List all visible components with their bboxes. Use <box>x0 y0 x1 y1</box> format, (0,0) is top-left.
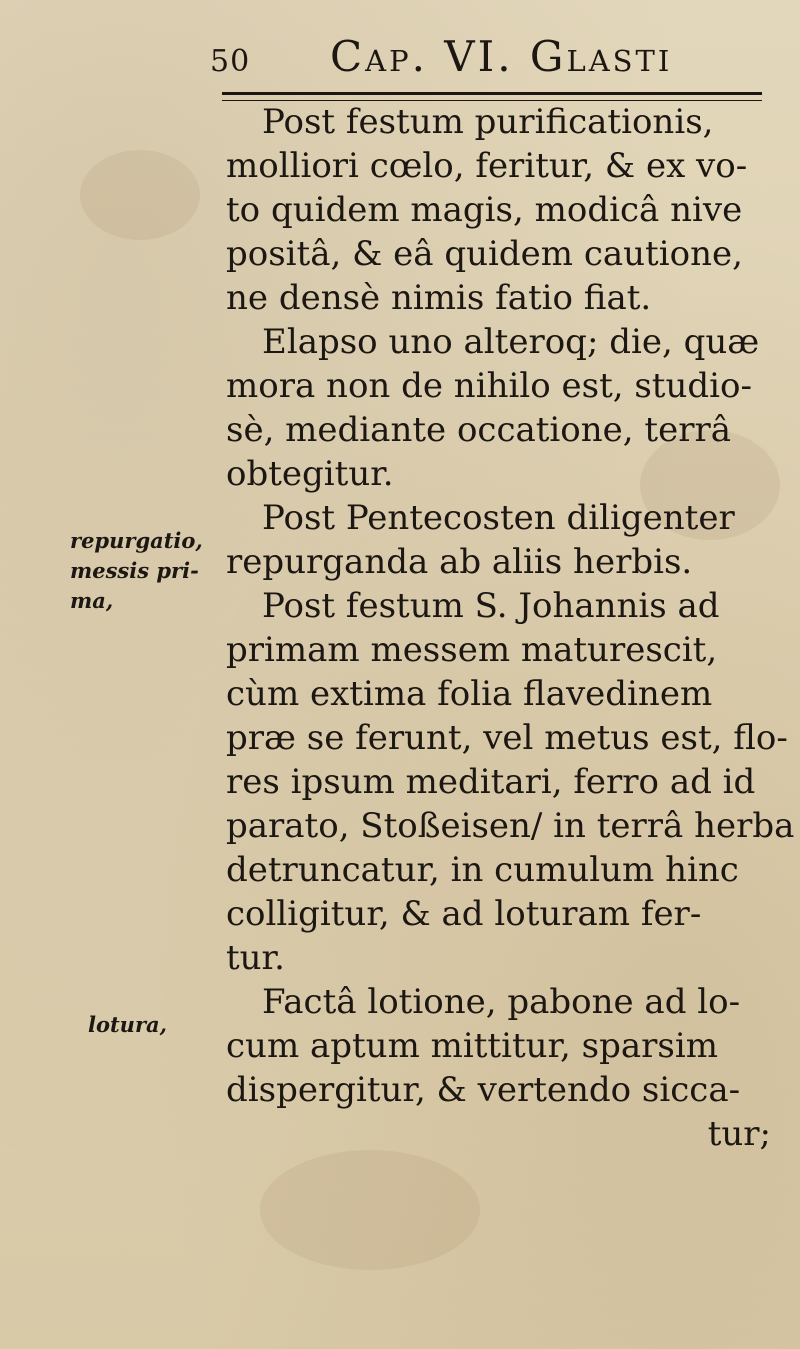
margin-note-line: ma, <box>70 588 114 613</box>
text-line: Post festum S. Johannis ad <box>262 586 720 626</box>
text-line: præ se ferunt, vel metus est, flo- <box>226 718 788 758</box>
page-header <box>210 30 770 80</box>
margin-note-line: messis pri- <box>70 558 199 583</box>
margin-note-lotura <box>88 1010 238 1040</box>
text-line: sè, mediante occatione, terrâ <box>226 410 731 450</box>
text-line: mora non de nihilo est, studio- <box>226 366 752 406</box>
text-line: obtegitur. <box>226 454 394 494</box>
text-line: res ipsum meditari, ferro ad id <box>226 762 756 802</box>
text-line: primam messem maturescit, <box>226 630 718 670</box>
text-line: tur. <box>226 938 285 978</box>
text-line: Elapso uno alteroq; die, quæ <box>262 322 760 362</box>
paper-stain <box>260 1150 480 1270</box>
text-line: ne densè nimis fatio fiat. <box>226 278 652 318</box>
text-line: Post festum purificationis, <box>262 102 714 142</box>
margin-note-line: repurgatio, <box>70 528 203 553</box>
text-line: dispergitur, & vertendo sicca- <box>226 1070 741 1110</box>
text-line: cum aptum mittitur, sparsim <box>226 1026 718 1066</box>
text-line: repurganda ab aliis herbis. <box>226 542 693 582</box>
text-line: molliori cœlo, feritur, & ex vo- <box>226 146 748 186</box>
margin-note-repurgatio <box>70 526 220 616</box>
text-line: detruncatur, in cumulum hinc <box>226 850 739 890</box>
text-line: Post Pentecosten diligenter <box>262 498 735 538</box>
text-line: positâ, & eâ quidem cautione, <box>226 234 743 274</box>
page-number: 50 <box>210 44 251 79</box>
paper-stain <box>80 150 200 240</box>
text-line: tur; <box>707 1114 771 1154</box>
body-text <box>226 100 795 1156</box>
text-line: to quidem magis, modicâ nive <box>226 190 743 230</box>
text-line: Factâ lotione, pabone ad lo- <box>262 982 741 1022</box>
text-line: cùm extima folia flavedinem <box>226 674 713 714</box>
running-head: Cap. VI. Glasti <box>330 32 673 81</box>
text-line: colligitur, & ad loturam fer- <box>226 894 702 934</box>
margin-note-line: lotura, <box>88 1012 167 1037</box>
text-line: parato, Stoßeisen/ in terrâ herba <box>226 806 795 846</box>
